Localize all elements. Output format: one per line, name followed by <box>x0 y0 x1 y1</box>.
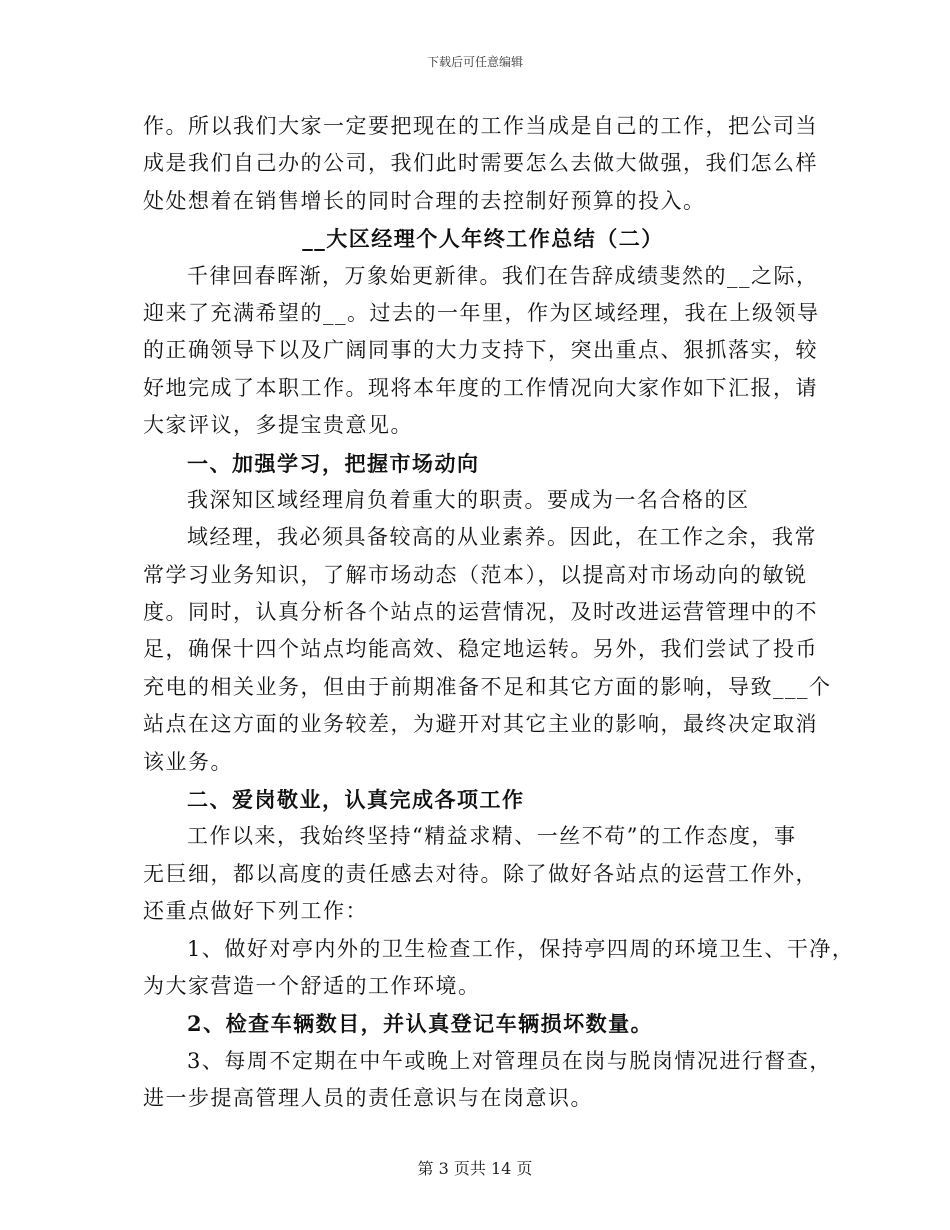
paragraph-line: 处处想着在销售增长的同时合理的去控制好预算的投入。 <box>143 188 706 213</box>
paragraph-line: 充电的相关业务，但由于前期准备不足和其它方面的影响，导致___个 <box>143 674 832 699</box>
paragraph-line: 作。所以我们大家一定要把现在的工作当成是自己的工作，把公司当 <box>143 114 818 138</box>
paragraph-line: 进一步提高管理人员的责任意识与在岗意识。 <box>143 1086 593 1111</box>
page-header: 下载后可任意编辑 <box>426 55 523 69</box>
paragraph-line: 还重点做好下列工作： <box>143 899 368 924</box>
paragraph-line: 好地完成了本职工作。现将本年度的工作情况向大家作如下汇报，请 <box>143 375 818 400</box>
paragraph-line: 域经理，我必须具备较高的从业素养。因此，在工作之余，我常 <box>187 525 817 550</box>
paragraph-line: 常学习业务知识，了解市场动态（范本），以提高对市场动向的敏锐 <box>143 562 808 587</box>
page-number: 第 3 页共 14 页 <box>417 1159 533 1178</box>
list-item-heading: 2、检查车辆数目，并认真登记车辆损坏数量。 <box>187 1011 654 1037</box>
paragraph-line: 迎来了充满希望的__。过去的一年里，作为区域经理，我在上级领导 <box>143 300 820 325</box>
paragraph-line: 1、做好对亭内外的卫生检查工作，保持亭四周的环境卫生、干净， <box>187 936 855 961</box>
paragraph-line: 3、每周不定期在中午或晚上对管理员在岗与脱岗情况进行督查， <box>187 1048 832 1073</box>
section-heading: 一、加强学习，把握市场动向 <box>187 450 480 476</box>
paragraph-line: 该业务。 <box>143 749 233 774</box>
paragraph-line: 度。同时，认真分析各个站点的运营情况，及时改进运营管理中的不 <box>143 600 818 625</box>
paragraph-line: 为大家营造一个舒适的工作环境。 <box>143 973 481 998</box>
paragraph-line: 我深知区域经理肩负着重大的职责。要成为一名合格的区 <box>187 487 750 512</box>
paragraph-line: 成是我们自己办的公司，我们此时需要怎么去做大做强，我们怎么样 <box>143 151 818 176</box>
document-body <box>143 108 855 1118</box>
paragraph-line: 无巨细，都以高度的责任感去对待。除了做好各站点的运营工作外， <box>143 861 818 886</box>
paragraph-line: 大家评议，多提宝贵意见。 <box>143 413 413 438</box>
paragraph-line: 足，确保十四个站点均能高效、稳定地运转。另外，我们尝试了投币 <box>143 637 818 662</box>
paragraph-line: 工作以来，我始终坚持“精益求精、一丝不苟”的工作态度，事 <box>187 824 797 849</box>
paragraph-line: 站点在这方面的业务较差，为避开对其它主业的影响，最终决定取消 <box>143 712 818 737</box>
section-heading: 二、爱岗敬业，认真完成各项工作 <box>187 787 525 813</box>
paragraph-line: 千律回春晖渐，万象始更新律。我们在告辞成绩斐然的__之际， <box>187 263 819 288</box>
section-title: __大区经理个人年终工作总结（二） <box>302 226 664 252</box>
paragraph-line: 的正确领导下以及广阔同事的大力支持下，突出重点、狠抓落实，较 <box>143 338 818 363</box>
